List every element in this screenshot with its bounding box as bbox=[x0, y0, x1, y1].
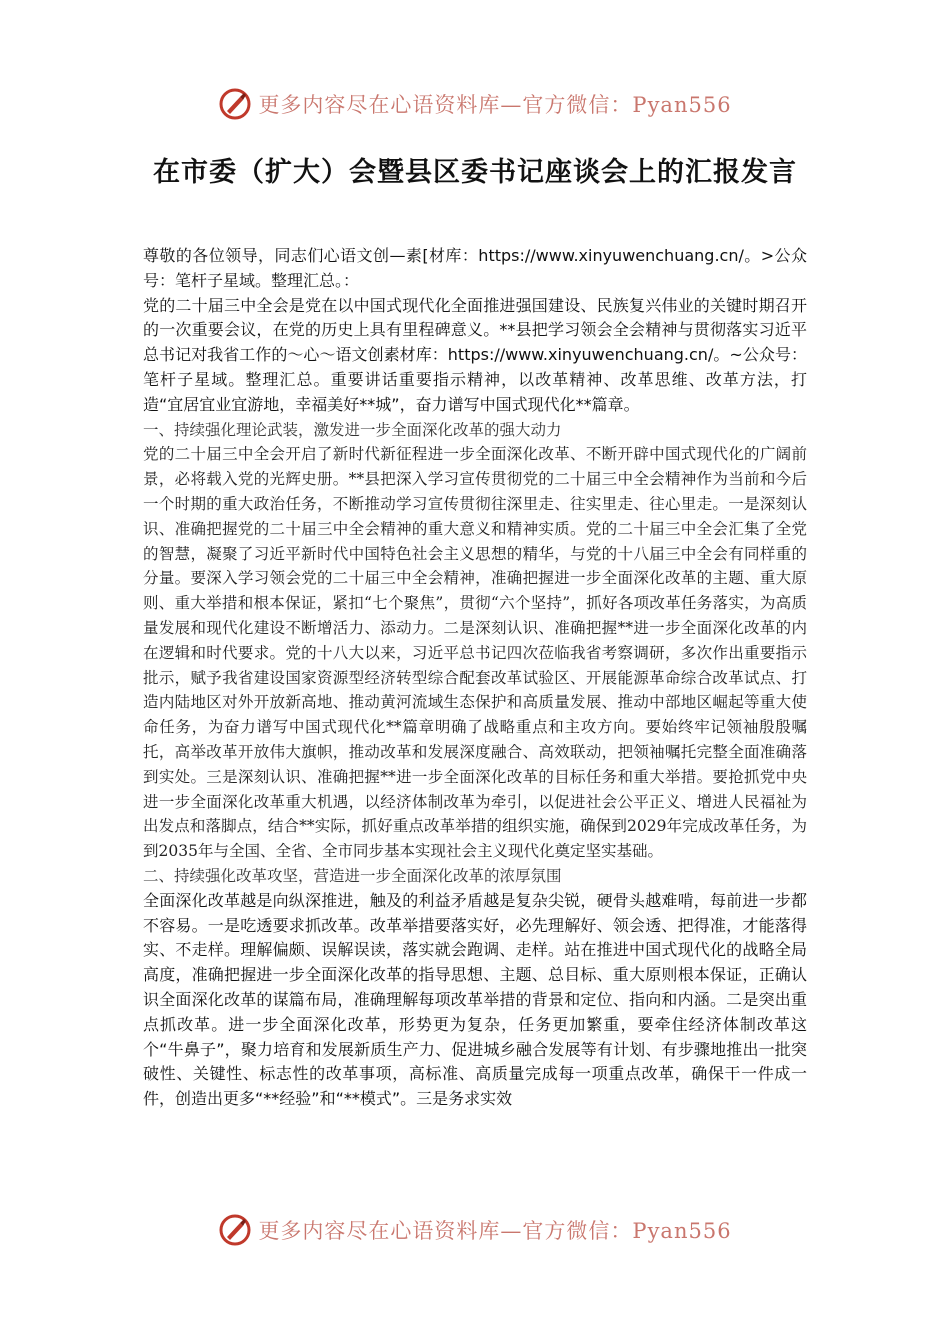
document-body bbox=[143, 244, 807, 1112]
section-heading-1: 一、持续强化理论武装，激发进一步全面深化改革的强大动力 bbox=[143, 420, 562, 439]
document-title: 在市委（扩大）会暨县区委书记座谈会上的汇报发言 bbox=[153, 157, 797, 188]
footer-watermark-text: 更多内容尽在心语资料库—官方微信：Pyan556 bbox=[258, 1219, 732, 1243]
intro-paragraph: 党的二十届三中全会是党在以中国式现代化全面推进强国建设、民族复兴伟业的关键时期召开的一次重要会议，在党的历史上具有里程碑意义。**县把学习领会全会精神与贯彻落实习近平总书记对我省工作的～心～语文创素材库：https://www.xinyuwenchuang.cn/。~公众号：笔杆子星域。整理汇总。重要讲话重要指示精神，以改革精神、改革思维、改革方法，打造“宜居宜业宜游地，幸福美好**城”，奋力谱写中国式现代化**篇章。 bbox=[143, 295, 807, 414]
section-heading-2: 二、持续强化改革攻坚，营造进一步全面深化改革的浓厚氛围 bbox=[143, 866, 562, 885]
red-seal-pen-logo-icon bbox=[218, 87, 252, 121]
salutation-paragraph: 尊敬的各位领导，同志们心语文创—素[材库：https://www.xinyuwenchuang.cn/。>公众号：笔杆子星域。整理汇总。： bbox=[143, 246, 807, 290]
section-1-paragraph: 党的二十届三中全会开启了新时代新征程进一步全面深化改革、不断开辟中国式现代化的广阔前景，必将载入党的光辉史册。**县把深入学习宣传贯彻党的二十届三中全会精神作为当前和今后一个时期的重大政治任务，不断推动学习宣传贯彻往深里走、往实里走、往心里走。一是深刻认识、准确把握党的二十届三中全会精神的重大意义和精神实质。党的二十届三中全会汇集了全党的智慧，凝聚了习近平新时代中国特色社会主义思想的精华，与党的十八届三中全会有同样重的分量。要深入学习领会党的二十届三中全会精神，准确把握进一步全面深化改革的主题、重大原则、重大举措和根本保证，紧扣“七个聚焦”，贯彻“六个坚持”，抓好各项改革任务落实，为高质量发展和现代化建设不断增活力、添动力。二是深刻认识、准确把握**进一步全面深化改革的内在逻辑和时代要求。党的十八大以来，习近平总书记四次莅临我省考察调研，多次作出重要指示批示，赋予我省建设国家资源型经济转型综合配套改革试验区、开展能源革命综合改革试点、打造内陆地区对外开放新高地、推动黄河流域生态保护和高质量发展、推动中部地区崛起等重大使命任务，为奋力谱写中国式现代化**篇章明确了战略重点和主攻方向。要始终牢记领袖殷殷嘱托，高举改革开放伟大旗帜，推动改革和发展深度融合、高效联动，把领袖嘱托完整全面准确落到实处。三是深刻认识、准确把握**进一步全面深化改革的目标任务和重大举措。要抢抓党中央进一步全面深化改革重大机遇，以经济体制改革为牵引，以促进社会公平正义、增进人民福祉为出发点和落脚点，结合**实际，抓好重点改革举措的组织实施，确保到2029年完成改革任务，为到2035年与全国、全省、全市同步基本实现社会主义现代化奠定坚实基础。 bbox=[143, 445, 807, 861]
footer-watermark-banner bbox=[0, 1210, 950, 1250]
header-watermark-banner bbox=[0, 84, 950, 124]
section-2-paragraph: 全面深化改革越是向纵深推进，触及的利益矛盾越是复杂尖锐，硬骨头越难啃，每前进一步都不容易。一是吃透要求抓改革。改革举措要落实好，必先理解好、领会透、把得准，才能落得实、不走样。理解偏颇、误解误读，落实就会跑调、走样。站在推进中国式现代化的战略全局高度，准确把握进一步全面深化改革的指导思想、主题、总目标、重大原则根本保证，正确认识全面深化改革的谋篇布局，准确理解每项改革举措的背景和定位、指向和内涵。二是突出重点抓改革。进一步全面深化改革，形势更为复杂，任务更加繁重，要牵住经济体制改革这个“牛鼻子”，聚力培育和发展新质生产力、促进城乡融合发展等有计划、有步骤地推出一批突破性、关键性、标志性的改革事项，高标准、高质量完成每一项重点改革，确保干一件成一件，创造出更多“**经验”和“**模式”。三是务求实效 bbox=[143, 890, 807, 1109]
red-seal-pen-logo-icon bbox=[218, 1213, 252, 1247]
header-watermark-text: 更多内容尽在心语资料库—官方微信：Pyan556 bbox=[258, 93, 732, 117]
